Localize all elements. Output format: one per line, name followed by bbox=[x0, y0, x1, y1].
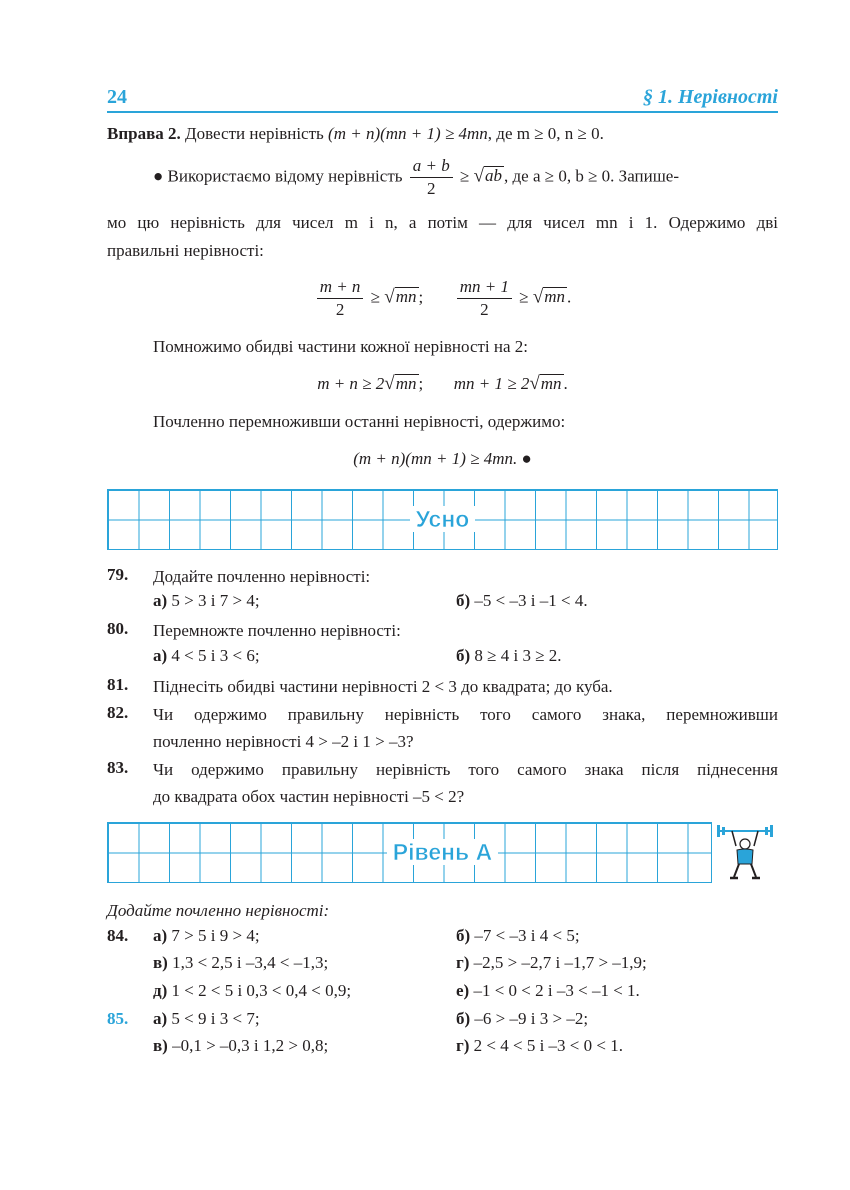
item-label: а) bbox=[153, 591, 168, 610]
item-text: 7 > 5 і 9 > 4; bbox=[171, 926, 260, 945]
sqrt-mn: mn bbox=[544, 287, 566, 307]
task-84-d bbox=[456, 953, 647, 973]
sqrt-symbol: √ bbox=[384, 373, 395, 394]
task-84-f bbox=[456, 981, 640, 1001]
task-80-text: Перемножте почленно нерівності: bbox=[153, 621, 401, 640]
item-label: б) bbox=[456, 591, 471, 610]
item-label: б) bbox=[456, 646, 471, 665]
final-formula-text: (m + n)(mn + 1) ≥ 4mn. ● bbox=[353, 449, 532, 468]
task-84-c bbox=[153, 953, 328, 973]
task-85-d bbox=[456, 1036, 623, 1056]
task-85-a bbox=[153, 1009, 260, 1029]
task-82-text-line2: почленно нерівності 4 > –2 і 1 > –3? bbox=[153, 732, 414, 751]
fraction-ab-numerator: a + b bbox=[410, 155, 453, 178]
exercise-statement bbox=[107, 122, 778, 146]
item-text: –7 < –3 і 4 < 5; bbox=[474, 926, 580, 945]
item-text: 5 < 9 і 3 < 7; bbox=[171, 1009, 260, 1028]
weightlifter-icon bbox=[711, 822, 779, 883]
fraction-mn1-denominator: 2 bbox=[480, 300, 489, 319]
solution-line-1 bbox=[153, 155, 778, 200]
task-80-b bbox=[456, 646, 562, 666]
task-80-a bbox=[153, 646, 260, 666]
task-79-text: Додайте почленно нерівності: bbox=[153, 567, 371, 586]
geq-sign: ≥ bbox=[370, 287, 381, 307]
item-text: –5 < –3 і –1 < 4. bbox=[474, 591, 588, 610]
geq-sign: ≥ bbox=[460, 166, 470, 186]
geq-sign: ≥ bbox=[519, 287, 529, 307]
fraction-mn bbox=[317, 276, 364, 321]
task-84-number: 84. bbox=[107, 926, 129, 945]
item-label: б) bbox=[456, 1009, 471, 1028]
final-formula bbox=[107, 447, 778, 471]
task-79-number: 79. bbox=[107, 565, 129, 584]
task-85-c bbox=[153, 1036, 328, 1056]
ineq1-end: ; bbox=[418, 287, 424, 307]
item-label: в) bbox=[153, 953, 168, 972]
item-text: 8 ≥ 4 і 3 ≥ 2. bbox=[474, 646, 562, 665]
oral-band bbox=[107, 489, 778, 550]
task-81-number: 81. bbox=[107, 675, 129, 694]
level-band bbox=[107, 822, 778, 883]
item-text: 2 < 4 < 5 і –3 < 0 < 1. bbox=[473, 1036, 623, 1055]
item-label: е) bbox=[456, 981, 470, 1000]
item-text: 5 > 3 і 7 > 4; bbox=[171, 591, 260, 610]
sqrt-mn: mn bbox=[395, 287, 417, 307]
exercise-tail: , де m ≥ 0, n ≥ 0. bbox=[487, 124, 604, 143]
task-84-b bbox=[456, 926, 580, 946]
task-83-text-line1: Чи одержимо правильну нерівність того самого знака після піднесення bbox=[153, 760, 778, 779]
task-82-number: 82. bbox=[107, 703, 129, 722]
multiply-text: Помножимо обидві частини кожної нерівності на 2: bbox=[153, 337, 529, 356]
ineq2-end: . bbox=[567, 287, 572, 307]
section-title: § 1. Нерівності bbox=[642, 86, 778, 108]
final-text: Почленно перемноживши останні нерівності, одержимо: bbox=[153, 412, 566, 431]
fraction-ab bbox=[410, 155, 453, 200]
mult2: mn + 1 ≥ 2 bbox=[453, 374, 530, 393]
item-label: г) bbox=[456, 953, 470, 972]
item-label: а) bbox=[153, 926, 168, 945]
solution-text-1-end: , де a ≥ 0, b ≥ 0. Запише- bbox=[504, 166, 680, 186]
exercise-formula: (m + n)(mn + 1) ≥ 4mn bbox=[328, 124, 488, 143]
page-number: 24 bbox=[107, 86, 127, 108]
item-label: а) bbox=[153, 646, 168, 665]
task-84-e bbox=[153, 981, 351, 1001]
task-83-number: 83. bbox=[107, 758, 129, 777]
level-intro-text: Додайте почленно нерівності: bbox=[107, 901, 330, 920]
fraction-mn1-numerator: mn + 1 bbox=[457, 276, 512, 299]
task-82-text-line1: Чи одержимо правильну нерівність того самого знака, перемноживши bbox=[153, 705, 778, 724]
item-label: д) bbox=[153, 981, 168, 1000]
solution-line-3: правильні нерівності: bbox=[107, 241, 264, 260]
oral-band-title: Усно bbox=[410, 506, 476, 532]
mult2-end: . bbox=[563, 374, 568, 393]
task-84-a bbox=[153, 926, 260, 946]
task-85-b bbox=[456, 1009, 588, 1029]
solution-text-1: ● Використаємо відому нерівність bbox=[153, 166, 403, 186]
sqrt-symbol: √ bbox=[529, 373, 540, 394]
item-label: а) bbox=[153, 1009, 168, 1028]
fraction-mn1 bbox=[457, 276, 512, 321]
item-text: 4 < 5 і 3 < 6; bbox=[171, 646, 260, 665]
task-79-b bbox=[456, 591, 588, 611]
fraction-mn-denominator: 2 bbox=[335, 300, 345, 319]
sqrt-symbol: √ bbox=[384, 286, 395, 308]
sqrt-mn: mn bbox=[395, 374, 417, 393]
solution-line-2: мо цю нерівність для чисел m і n, а потім — для чисел mn і 1. Одержимо дві bbox=[107, 213, 778, 232]
fraction-mn-numerator: m + n bbox=[317, 276, 364, 299]
level-intro bbox=[107, 899, 778, 923]
task-85-number: 85. bbox=[107, 1009, 129, 1028]
task-83-text-line2: до квадрата обох частин нерівності –5 < 2? bbox=[153, 787, 465, 806]
item-text: 1,3 < 2,5 і –3,4 < –1,3; bbox=[172, 953, 329, 972]
sqrt-symbol: √ bbox=[532, 286, 544, 308]
exercise-label: Вправа 2. bbox=[107, 124, 181, 143]
item-text: –2,5 > –2,7 і –1,7 > –1,9; bbox=[473, 953, 647, 972]
item-label: г) bbox=[456, 1036, 470, 1055]
task-79-a bbox=[153, 591, 260, 611]
multiplied-inequalities bbox=[107, 372, 778, 396]
task-81-text: Піднесіть обидві частини нерівності 2 < 3 до квадрата; до куба. bbox=[153, 677, 613, 696]
fraction-ab-denominator: 2 bbox=[427, 179, 436, 198]
task-80-number: 80. bbox=[107, 619, 129, 638]
item-label: б) bbox=[456, 926, 471, 945]
sqrt-ab: ab bbox=[485, 166, 503, 186]
mult1-end: ; bbox=[418, 374, 424, 393]
weightlifter-illustration bbox=[712, 822, 778, 883]
fraction-inequalities bbox=[107, 276, 778, 321]
sqrt-symbol: √ bbox=[473, 165, 485, 187]
item-label: в) bbox=[153, 1036, 168, 1055]
item-text: –0,1 > –0,3 і 1,2 > 0,8; bbox=[172, 1036, 329, 1055]
header-rule bbox=[107, 111, 778, 113]
item-text: –1 < 0 < 2 і –3 < –1 < 1. bbox=[473, 981, 640, 1000]
level-band-title: Рівень А bbox=[387, 839, 498, 865]
exercise-text: Довести нерівність bbox=[185, 124, 324, 143]
mult1: m + n ≥ 2 bbox=[317, 374, 385, 393]
item-text: 1 < 2 < 5 і 0,3 < 0,4 < 0,9; bbox=[171, 981, 352, 1000]
item-text: –6 > –9 і 3 > –2; bbox=[474, 1009, 589, 1028]
sqrt-mn: mn bbox=[540, 374, 562, 393]
